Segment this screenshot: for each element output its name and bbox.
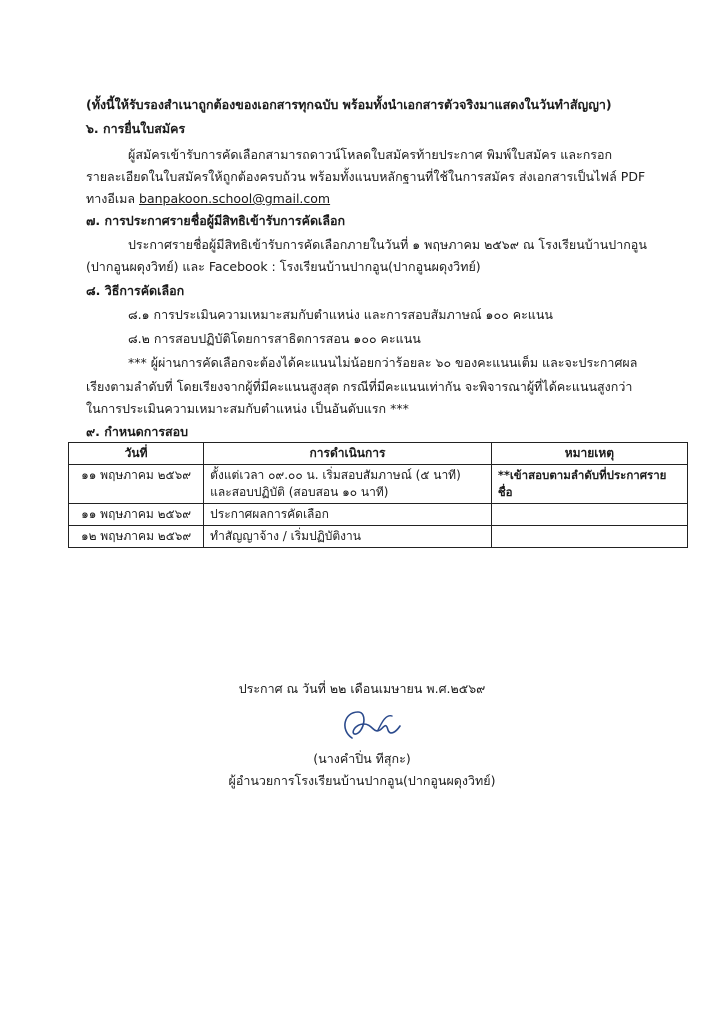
row-action-line-1: ตั้งแต่เวลา ๐๙.๐๐ น. เริ่มสอบสัมภาษณ์ (๕ นาที) [210, 468, 461, 482]
announce-date: ประกาศ ณ วันที่ ๒๒ เดือนเมษายน พ.ศ.๒๕๖๙ [238, 681, 486, 696]
signature-image [330, 700, 420, 750]
section-9-heading: ๙. กำหนดการสอบ [86, 424, 189, 439]
section-7-line-2: (ปากอูนผดุงวิทย์) และ Facebook : โรงเรียนบ้านปากอูน(ปากอูนผดุงวิทย์) [86, 259, 481, 274]
section-6-heading: ๖. การยื่นใบสมัคร [86, 121, 186, 136]
row-remark [491, 526, 687, 548]
section-6-line-2: รายละเอียดในใบสมัครให้ถูกต้องครบถ้วน พร้อมทั้งแนบหลักฐานที่ใช้ในการสมัคร ส่งเอกสารเป็นไฟล์ PDF [86, 169, 646, 184]
intro-note: (ทั้งนี้ให้รับรองสำเนาถูกต้องของเอกสารทุกฉบับ พร้อมทั้งนำเอกสารตัวจริงมาแสดงในวันทำสัญญา) [86, 97, 612, 112]
header-remark: หมายเหตุ [491, 443, 687, 465]
section-8-heading: ๘. วิธีการคัดเลือก [86, 283, 185, 298]
row-date: ๑๒ พฤษภาคม ๒๕๖๙ [69, 526, 204, 548]
row-action: ทำสัญญาจ้าง / เริ่มปฏิบัติงาน [204, 526, 492, 548]
section-6-line-1: ผู้สมัครเข้ารับการคัดเลือกสามารถดาวน์โหลดใบสมัครท้ายประกาศ พิมพ์ใบสมัคร และกรอก [128, 147, 613, 162]
signer-name: (นางคำปิ่น ทีสุกะ) [313, 751, 411, 766]
row-action [204, 465, 492, 504]
section-6-line-3 [86, 190, 330, 208]
section-7-line-1: ประกาศรายชื่อผู้มีสิทธิเข้ารับการคัดเลือกภายในวันที่ ๑ พฤษภาคม ๒๕๖๙ ณ โรงเรียนบ้านปากอูน [128, 237, 647, 252]
row-remark [491, 504, 687, 526]
table-row [69, 526, 688, 548]
section-8-note-3: ในการประเมินความเหมาะสมกับตำแหน่ง เป็นอันดับแรก *** [86, 401, 409, 416]
section-8-note-1: *** ผู้ผ่านการคัดเลือกจะต้องได้คะแนนไม่น้อยกว่าร้อยละ ๖๐ ของคะแนนเต็ม และจะประกาศผล [128, 355, 638, 370]
email-link[interactable]: banpakoon.school@gmail.com [139, 191, 331, 206]
section-7-heading: ๗. การประกาศรายชื่อผู้มีสิทธิเข้ารับการคัดเลือก [86, 213, 346, 228]
section-8-note-2: เรียงตามลำดับที่ โดยเรียงจากผู้ที่มีคะแนนสูงสุด กรณีที่มีคะแนนเท่ากัน จะพิจารณาผู้ที่ได้คะแนนสูงกว่า [86, 379, 633, 394]
section-8-item-1: ๘.๑ การประเมินความเหมาะสมกับตำแหน่ง และการสอบสัมภาษณ์ ๑๐๐ คะแนน [128, 307, 553, 322]
row-date: ๑๑ พฤษภาคม ๒๕๖๙ [69, 465, 204, 504]
section-8-item-2: ๘.๒ การสอบปฏิบัติโดยการสาธิตการสอน ๑๐๐ คะแนน [128, 331, 421, 346]
table-row [69, 465, 688, 504]
header-action: การดำเนินการ [204, 443, 492, 465]
signer-position: ผู้อำนวยการโรงเรียนบ้านปากอูน(ปากอูนผดุงวิทย์) [228, 773, 496, 788]
row-remark: **เข้าสอบตามลำดับที่ประกาศรายชื่อ [491, 465, 687, 504]
row-action: ประกาศผลการคัดเลือก [204, 504, 492, 526]
row-date: ๑๑ พฤษภาคม ๒๕๖๙ [69, 504, 204, 526]
table-row [69, 504, 688, 526]
row-action-line-2: และสอบปฏิบัติ (สอบสอน ๑๐ นาที) [210, 485, 389, 499]
table-header-row [69, 443, 688, 465]
header-date: วันที่ [69, 443, 204, 465]
email-prefix: ทางอีเมล [86, 191, 136, 206]
schedule-table [68, 442, 688, 548]
